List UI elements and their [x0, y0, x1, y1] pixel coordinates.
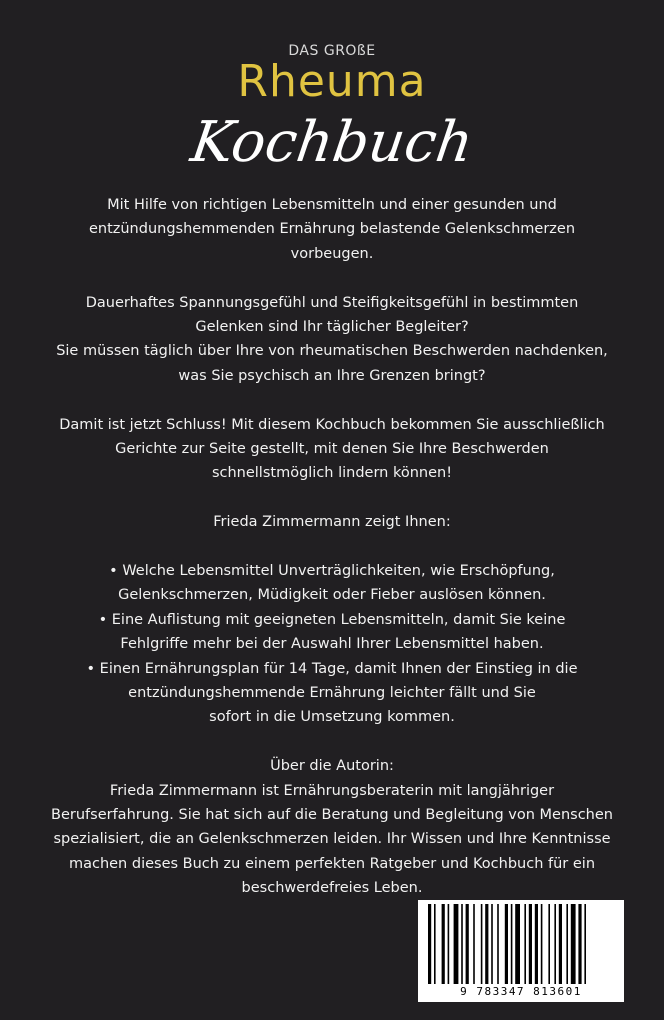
paragraph-line: Gerichte zur Seite gestellt, mit denen Sie Ihre Beschwerden — [115, 441, 549, 458]
barcode-bar — [566, 904, 568, 984]
barcode-bar — [529, 904, 532, 984]
barcode-bar — [485, 904, 488, 984]
barcode-bar — [554, 904, 556, 984]
barcode-bar — [584, 904, 586, 984]
paragraph-line: Gelenken sind Ihr täglicher Begleiter? — [195, 319, 469, 336]
barcode-bar — [571, 904, 576, 984]
paragraph-line: schnellstmöglich lindern können! — [211, 465, 453, 482]
paragraph-line: Dauerhaftes Spannungsgefühl und Steifigkeitsgefühl in bestimmten — [85, 294, 579, 311]
barcode-bar — [473, 904, 475, 984]
brand-title: Rheuma — [237, 56, 427, 107]
barcode-bar — [461, 904, 463, 984]
bullet-line: entzündungshemmende Ernährung leichter fällt und Sie — [128, 685, 536, 702]
bullet-line: sofort in die Umsetzung kommen. — [209, 709, 455, 726]
barcode-bar — [448, 904, 450, 984]
barcode-bar — [578, 904, 581, 984]
barcode-bar — [559, 904, 562, 984]
paragraph-line: was Sie psychisch an Ihre Grenzen bringt? — [178, 367, 486, 384]
bullet-item — [40, 657, 624, 730]
paragraph-line: Mit Hilfe von richtigen Lebensmitteln und einer gesunden und — [107, 197, 557, 213]
barcode-bar — [548, 904, 550, 984]
feature-list — [40, 559, 624, 730]
barcode-bar — [491, 904, 493, 984]
author-bio — [40, 779, 624, 901]
barcode-bars — [418, 900, 624, 984]
paragraph — [40, 413, 624, 486]
bullet-line: Gelenkschmerzen, Müdigkeit oder Fieber auslösen können. — [118, 587, 546, 604]
barcode-bar — [541, 904, 543, 984]
author-line: Berufserfahrung. Sie hat sich auf die Beratung und Begleitung von Menschen — [51, 807, 613, 824]
isbn-digits: 9 783347 813601 — [460, 985, 582, 998]
barcode-bar — [466, 904, 469, 984]
blurb — [40, 193, 624, 901]
paragraph-line: Frieda Zimmermann zeigt Ihnen: — [213, 514, 451, 531]
author-line: Frieda Zimmermann ist Ernährungsberaterin mit langjähriger — [109, 782, 555, 799]
bullet-line: • Welche Lebensmittel Unverträglichkeiten, wie Erschöpfung, — [109, 563, 555, 580]
paragraph-line: entzündungshemmenden Ernährung belastende Gelenkschmerzen — [88, 221, 576, 238]
author-line: spezialisiert, die an Gelenkschmerzen leiden. Ihr Wissen und Ihre Kenntnisse — [53, 831, 611, 848]
barcode-bar — [497, 904, 499, 984]
barcode-bar — [442, 904, 445, 984]
barcode-bar — [524, 904, 526, 984]
author-section — [40, 754, 624, 900]
bullet-line: • Eine Auflistung mit geeigneten Lebensmitteln, damit Sie keine — [98, 611, 566, 628]
barcode-bar — [481, 904, 483, 984]
bullet-item — [40, 608, 624, 657]
author-line: machen dieses Buch zu einem perfekten Ratgeber und Kochbuch für ein — [68, 855, 596, 872]
script-subtitle: Kochbuch — [187, 110, 477, 175]
barcode-bar — [515, 904, 520, 984]
barcode-bar — [428, 904, 431, 984]
cover-kicker: DAS GROßE — [288, 43, 376, 59]
author-heading: Über die Autorin: — [270, 758, 394, 775]
author-line: beschwerdefreies Leben. — [241, 880, 423, 897]
bullet-line: Fehlgriffe mehr bei der Auswahl Ihrer Lebensmittel haben. — [120, 636, 544, 653]
barcode-bar — [535, 904, 538, 984]
bullet-line: • Einen Ernährungsplan für 14 Tage, damit Ihnen der Einstieg in die — [86, 660, 578, 677]
barcode-bar — [505, 904, 508, 984]
barcode-bar — [434, 904, 436, 984]
barcode-bar — [454, 904, 459, 984]
blurb-paragraphs — [40, 193, 624, 535]
paragraph-line: Damit ist jetzt Schluss! Mit diesem Kochbuch bekommen Sie ausschließlich — [59, 416, 605, 433]
paragraph — [40, 193, 624, 266]
paragraph-line: vorbeugen. — [290, 245, 374, 262]
paragraph — [40, 510, 624, 534]
barcode-bar — [511, 904, 513, 984]
bullet-item — [40, 559, 624, 608]
paragraph — [40, 291, 624, 389]
paragraph-line: Sie müssen täglich über Ihre von rheumatischen Beschwerden nachdenken, — [56, 343, 608, 360]
